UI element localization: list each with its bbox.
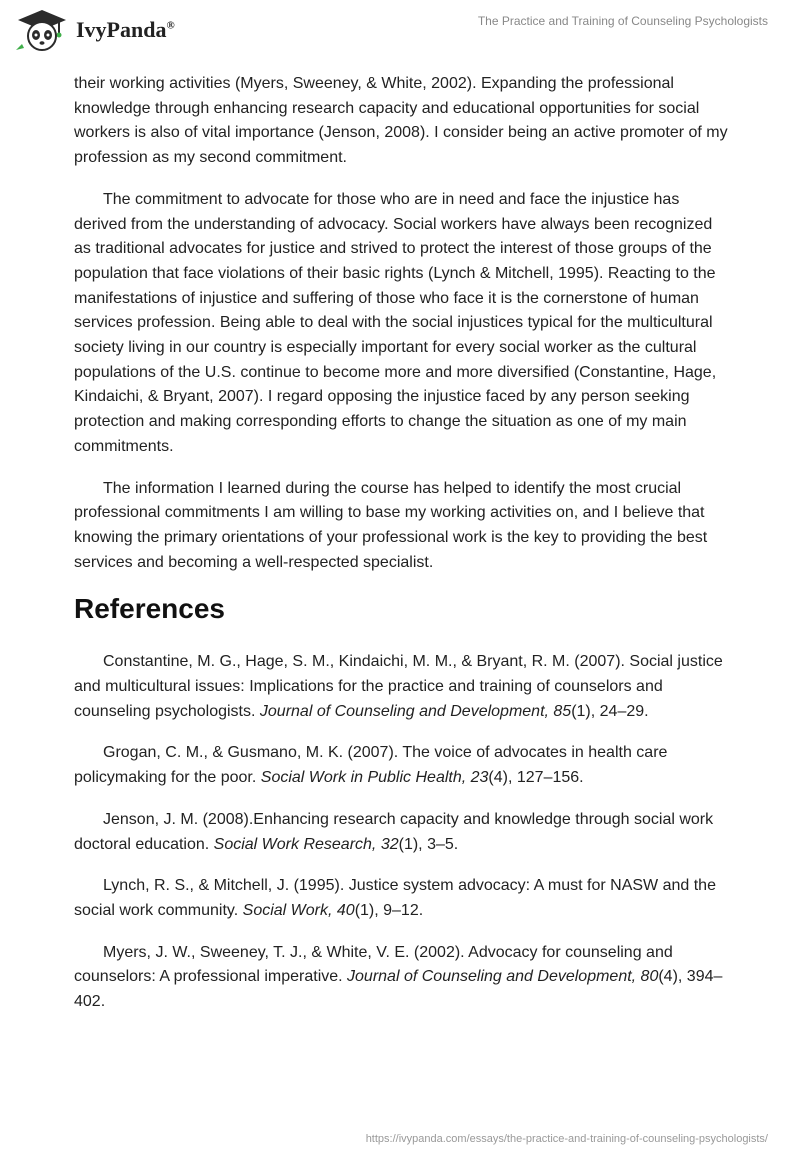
reference-item: Constantine, M. G., Hage, S. M., Kindaichi, M. M., & Bryant, R. M. (2007). Social justice and multicultural issues: Implications for the practice and training of counselors and counseling psychologists. Journal of Counseling and Development, 85(1), 24–29.: [74, 653, 723, 720]
paragraph: their working activities (Myers, Sweeney, & White, 2002). Expanding the professional knowledge through enhancing research capacity and educational opportunities for social workers is also of vital importance (Jenson, 2008). I consider being an active promoter of my profession as my second commitment.: [74, 75, 728, 167]
references-list: [74, 650, 730, 1014]
references-heading: References: [74, 593, 225, 625]
reference-item: Myers, J. W., Sweeney, T. J., & White, V. E. (2002). Advocacy for counseling and counselors: A professional imperative. Journal of Counseling and Development, 80(4), 394–402.: [74, 943, 723, 1011]
source-url-link[interactable]: https://ivypanda.com/essays/the-practice-and-training-of-counseling-psychologists/: [365, 1133, 768, 1145]
paragraph: The commitment to advocate for those who are in need and face the injustice has derived from the understanding of advocacy. Social workers have always been recognized as traditional advocates for justice and strived to protect the interest of those groups of the population that face violations of their basic rights (Lynch & Mitchell, 1995). Reacting to the manifestations of injustice and suffering of those who face it is the cornerstone of human services profession. Being able to deal with the social injustices typical for the multicultural society living in our country is especially important for every social worker as the cultural populations of the U.S. continue to become more and more diversified (Constantine, Hage, Kindaichi, & Bryant, 2007). I regard opposing the injustice faced by any person seeking protection and making corresponding efforts to change the situation as one of my main commitments.: [74, 190, 717, 455]
paragraph: The information I learned during the course has helped to identify the most crucial professional commitments I am willing to base my working activities on, and I believe that knowing the primary orientations of your professional work is the key to providing the best services and becoming a well-respected specialist.: [74, 479, 708, 571]
reference-item: Grogan, C. M., & Gusmano, M. K. (2007). The voice of advocates in health care policymaking for the poor. Social Work in Public Health, 23(4), 127–156.: [74, 744, 668, 787]
essay-content: [74, 72, 730, 1032]
document-title: The Practice and Training of Counseling Psychologists: [477, 14, 768, 28]
logo-text: IvyPanda®: [76, 17, 175, 42]
page-header: [0, 0, 800, 70]
logo[interactable]: [14, 8, 175, 52]
reference-item: Lynch, R. S., & Mitchell, J. (1995). Justice system advocacy: A must for NASW and the social work community. Social Work, 40(1), 9–12.: [74, 877, 716, 919]
panda-logo-icon: [14, 8, 70, 52]
reference-item: Jenson, J. M. (2008).Enhancing research capacity and knowledge through social work doctoral education. Social Work Research, 32(1), 3–5.: [74, 810, 714, 853]
